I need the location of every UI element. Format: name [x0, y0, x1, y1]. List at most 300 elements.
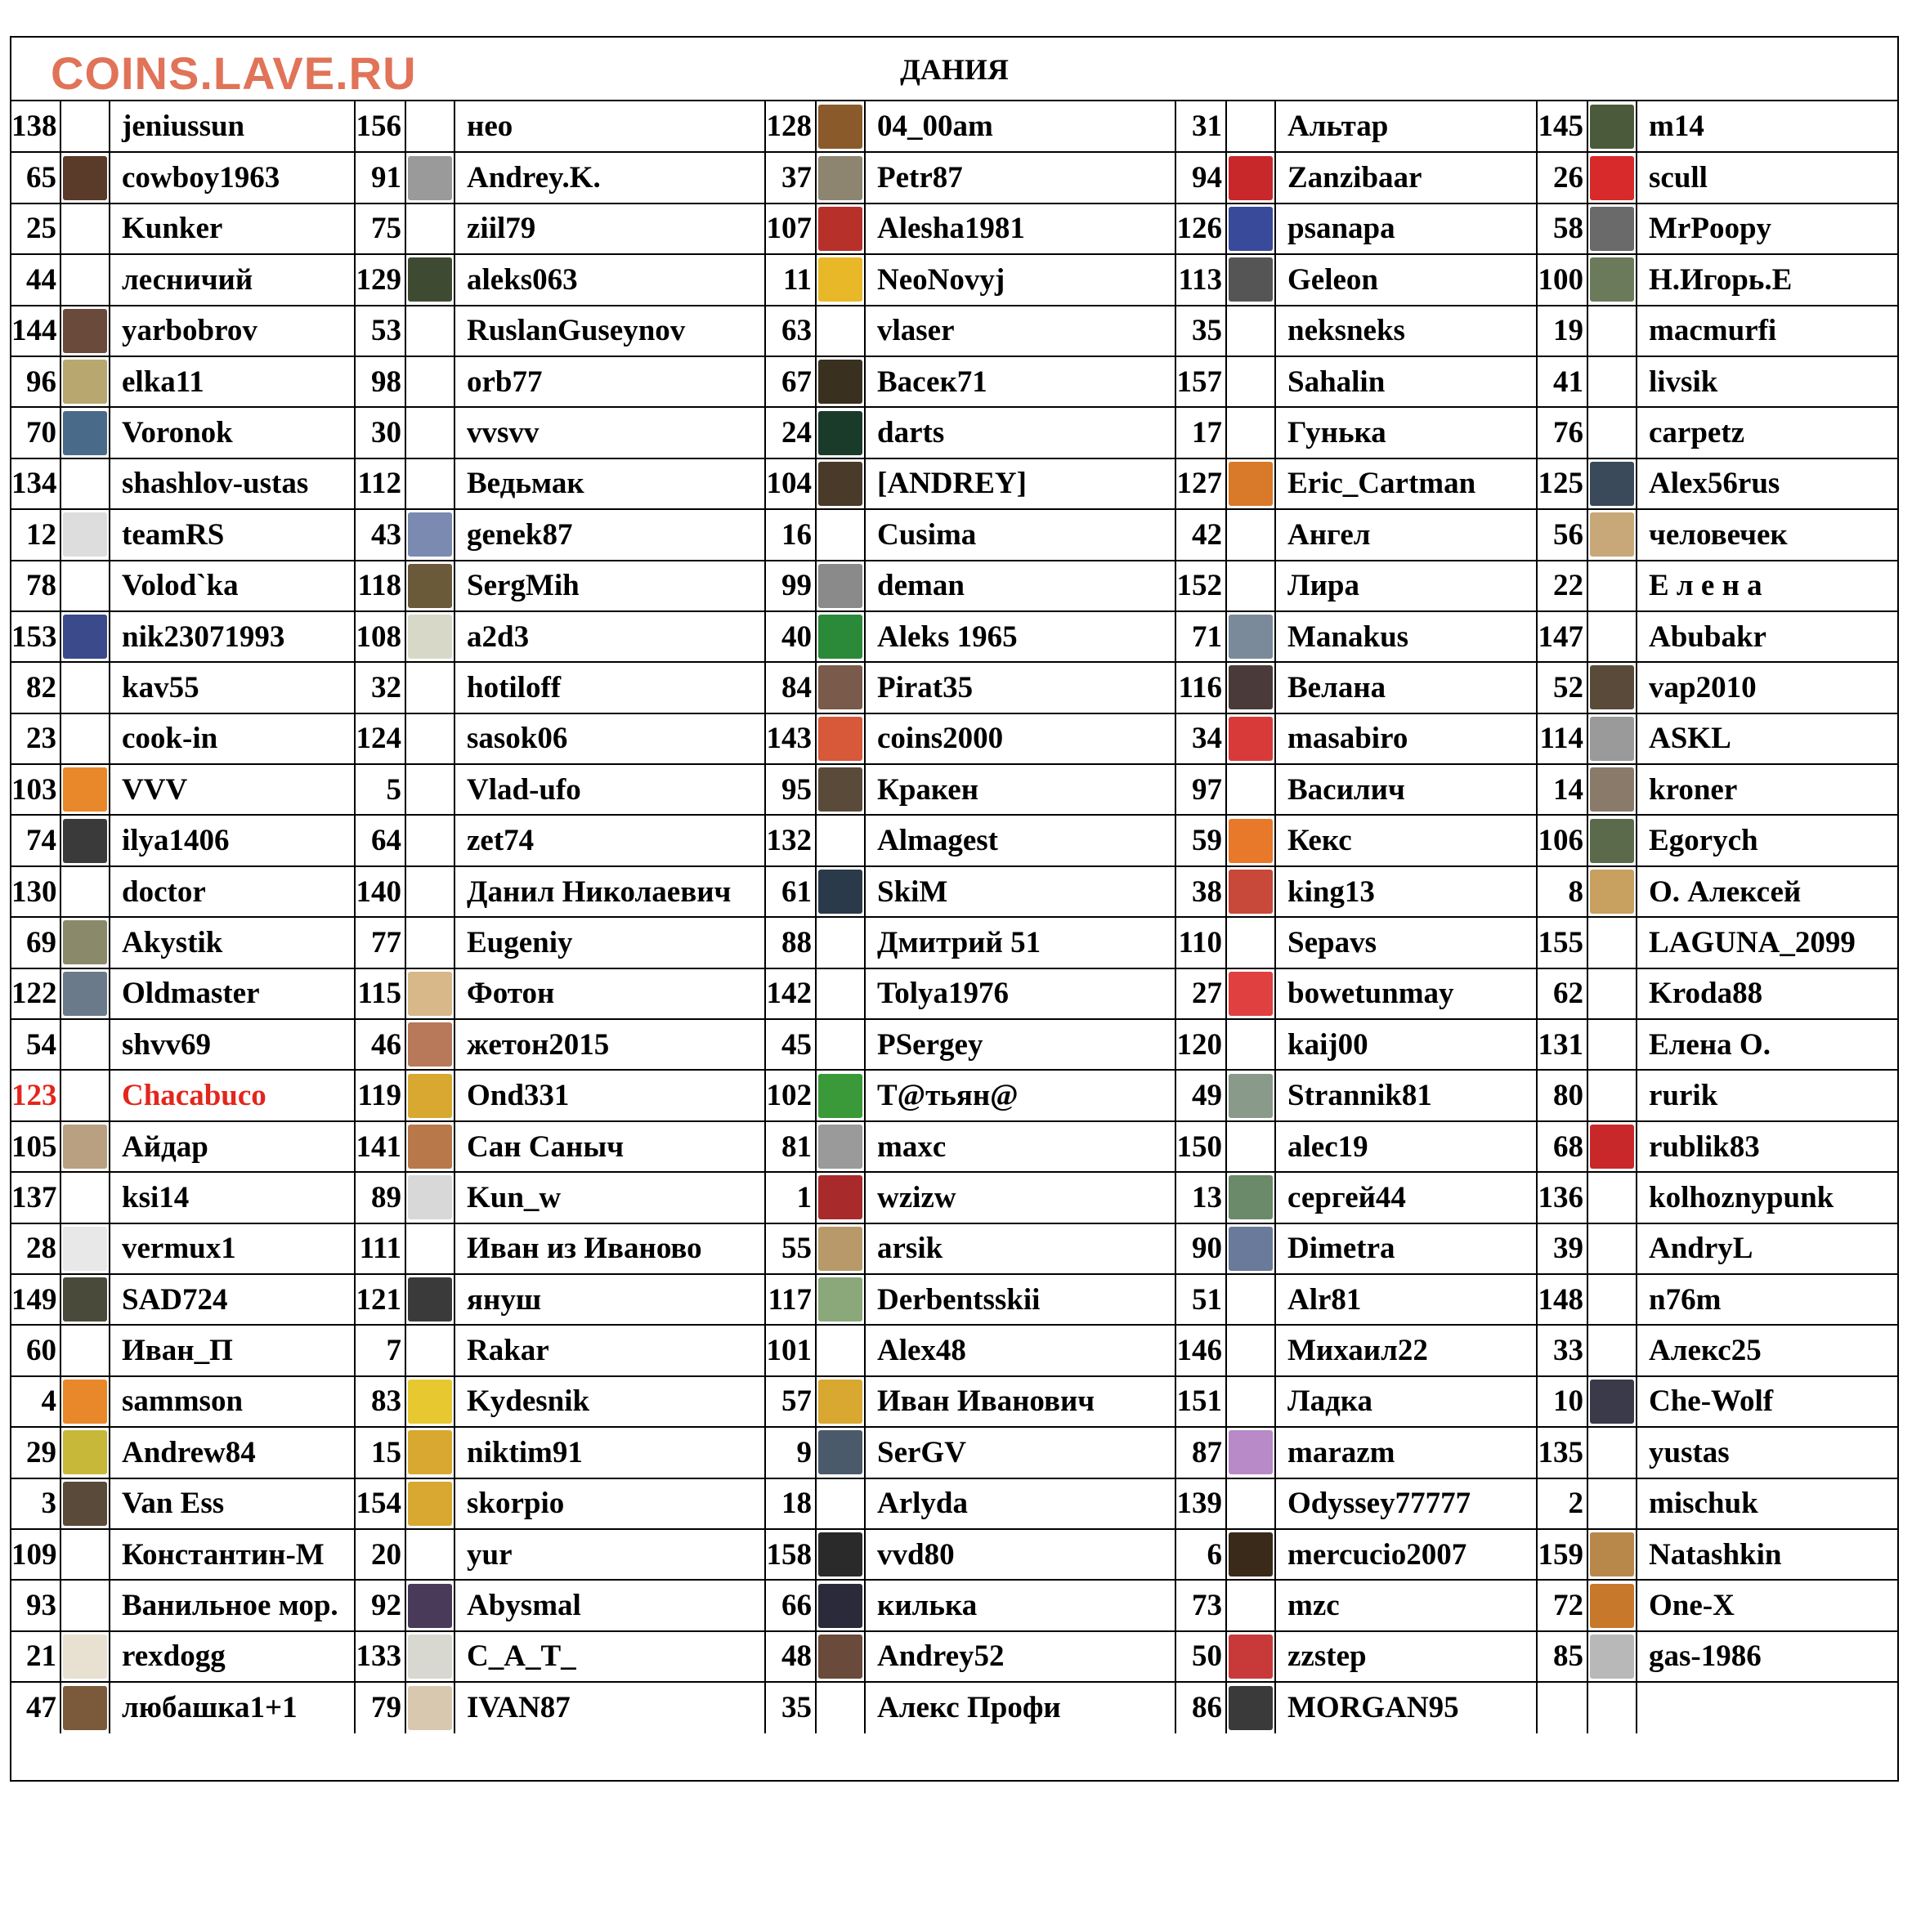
avatar-cell: [816, 101, 865, 152]
avatar-cell: [1587, 815, 1637, 865]
avatar: [1229, 1686, 1273, 1730]
member-name: mischuk: [1637, 1478, 1897, 1529]
avatar: [818, 257, 862, 302]
member-number: 12: [11, 509, 60, 560]
member-number: 42: [1175, 509, 1226, 560]
member-name: ilya1406: [110, 815, 355, 865]
avatar-cell: [1587, 254, 1637, 305]
member-number: 85: [1537, 1631, 1587, 1682]
avatar-cell: [1587, 611, 1637, 662]
table-row: [11, 356, 1897, 407]
avatar-cell: [1587, 1274, 1637, 1325]
avatar-cell: [816, 1580, 865, 1630]
avatar-cell: [60, 1580, 110, 1630]
avatar: [63, 1277, 107, 1322]
member-number: 15: [355, 1427, 405, 1478]
avatar-cell: [405, 1427, 454, 1478]
avatar-cell: [816, 866, 865, 917]
avatar: [63, 615, 107, 659]
member-name: жетон2015: [454, 1019, 765, 1070]
table-row: [11, 561, 1897, 611]
member-name: Eric_Cartman: [1275, 458, 1537, 509]
avatar: [1229, 819, 1273, 863]
member-name: sasok06: [454, 713, 765, 764]
avatar-cell: [405, 203, 454, 254]
member-name: n76m: [1637, 1274, 1897, 1325]
member-number: 30: [355, 407, 405, 458]
avatar-cell: [405, 1631, 454, 1682]
avatar-cell: [1226, 1427, 1275, 1478]
member-number: 113: [1175, 254, 1226, 305]
member-name: livsik: [1637, 356, 1897, 407]
member-name: Abubakr: [1637, 611, 1897, 662]
avatar-cell: [816, 662, 865, 713]
avatar-cell: [816, 1325, 865, 1375]
member-name: king13: [1275, 866, 1537, 917]
member-number: 99: [765, 561, 816, 611]
avatar: [1590, 717, 1634, 761]
avatar: [1590, 1380, 1634, 1424]
avatar-cell: [1587, 1070, 1637, 1120]
member-number: 139: [1175, 1478, 1226, 1529]
avatar: [818, 1584, 862, 1628]
avatar: [63, 411, 107, 455]
member-name: любашка1+1: [110, 1682, 355, 1733]
member-number: 156: [355, 101, 405, 152]
avatar: [1229, 870, 1273, 914]
member-name: SAD724: [110, 1274, 355, 1325]
avatar-cell: [816, 356, 865, 407]
member-number: 68: [1537, 1121, 1587, 1172]
avatar: [818, 1277, 862, 1322]
table-row: [11, 1682, 1897, 1733]
member-number: 83: [355, 1376, 405, 1427]
member-number: 34: [1175, 713, 1226, 764]
table-row: [11, 1223, 1897, 1274]
avatar: [63, 309, 107, 353]
avatar: [1590, 767, 1634, 812]
avatar-cell: [405, 1019, 454, 1070]
member-number: 40: [765, 611, 816, 662]
member-number: 6: [1175, 1529, 1226, 1580]
member-number: 14: [1537, 764, 1587, 815]
avatar-cell: [60, 1529, 110, 1580]
avatar: [1590, 1532, 1634, 1576]
member-number: 9: [765, 1427, 816, 1478]
member-number: 128: [765, 101, 816, 152]
avatar: [818, 1635, 862, 1679]
member-name: Che-Wolf: [1637, 1376, 1897, 1427]
avatar-cell: [816, 1631, 865, 1682]
member-name: SergMih: [454, 561, 765, 611]
member-name: masabiro: [1275, 713, 1537, 764]
avatar-cell: [816, 1019, 865, 1070]
member-name: vvsvv: [454, 407, 765, 458]
member-number: 55: [765, 1223, 816, 1274]
avatar-cell: [816, 306, 865, 356]
member-number: 33: [1537, 1325, 1587, 1375]
member-number: 105: [11, 1121, 60, 1172]
avatar: [408, 972, 452, 1016]
avatar-cell: [1226, 1631, 1275, 1682]
avatar-cell: [816, 203, 865, 254]
site-logo: COINS.LAVE.RU: [51, 47, 417, 99]
avatar-cell: [1226, 1325, 1275, 1375]
member-name: Михаил22: [1275, 1325, 1537, 1375]
member-name: Rakar: [454, 1325, 765, 1375]
avatar-cell: [1587, 356, 1637, 407]
avatar: [1590, 1635, 1634, 1679]
avatar-cell: [816, 509, 865, 560]
avatar-cell: [1226, 356, 1275, 407]
member-number: 43: [355, 509, 405, 560]
member-name: килька: [865, 1580, 1175, 1630]
member-number: 145: [1537, 101, 1587, 152]
member-number: 51: [1175, 1274, 1226, 1325]
avatar: [408, 1022, 452, 1067]
avatar: [63, 767, 107, 812]
avatar-cell: [1226, 203, 1275, 254]
avatar: [1229, 615, 1273, 659]
member-number: 44: [11, 254, 60, 305]
member-number: 110: [1175, 917, 1226, 968]
member-name: сергей44: [1275, 1172, 1537, 1223]
avatar: [408, 615, 452, 659]
member-number: 116: [1175, 662, 1226, 713]
member-name: Елена О.: [1637, 1019, 1897, 1070]
member-number: 81: [765, 1121, 816, 1172]
member-name: Kydesnik: [454, 1376, 765, 1427]
avatar-cell: [816, 561, 865, 611]
avatar-cell: [405, 1121, 454, 1172]
member-number: 95: [765, 764, 816, 815]
avatar-cell: [60, 203, 110, 254]
member-name: elka11: [110, 356, 355, 407]
avatar-cell: [60, 1223, 110, 1274]
member-number: 133: [355, 1631, 405, 1682]
avatar-cell: [60, 662, 110, 713]
member-number: 150: [1175, 1121, 1226, 1172]
table-row: [11, 1172, 1897, 1223]
member-number: 144: [11, 306, 60, 356]
table-row: [11, 764, 1897, 815]
member-name: Данил Николаевич: [454, 866, 765, 917]
member-name: Alex56rus: [1637, 458, 1897, 509]
avatar: [63, 1635, 107, 1679]
avatar-cell: [1587, 152, 1637, 203]
avatar-cell: [816, 1223, 865, 1274]
member-sheet: [10, 36, 1899, 1782]
member-name: C_A_T_: [454, 1631, 765, 1682]
member-number: 146: [1175, 1325, 1226, 1375]
member-number: 61: [765, 866, 816, 917]
member-number: 149: [11, 1274, 60, 1325]
member-number: 2: [1537, 1478, 1587, 1529]
table-row: [11, 203, 1897, 254]
member-name: Фотон: [454, 968, 765, 1019]
avatar-cell: [405, 306, 454, 356]
member-number: 154: [355, 1478, 405, 1529]
avatar-cell: [60, 764, 110, 815]
member-name: zzstep: [1275, 1631, 1537, 1682]
member-number: 22: [1537, 561, 1587, 611]
member-number: 98: [355, 356, 405, 407]
member-name: teamRS: [110, 509, 355, 560]
member-name: Е л е н а: [1637, 561, 1897, 611]
member-number: 115: [355, 968, 405, 1019]
avatar-cell: [405, 1478, 454, 1529]
member-name: Alex48: [865, 1325, 1175, 1375]
member-number: 138: [11, 101, 60, 152]
avatar-cell: [60, 1172, 110, 1223]
avatar: [408, 1430, 452, 1474]
member-name: yarbobrov: [110, 306, 355, 356]
member-name: Voronok: [110, 407, 355, 458]
avatar: [818, 1380, 862, 1424]
member-number: 74: [11, 815, 60, 865]
avatar: [1229, 1227, 1273, 1271]
member-number: 65: [11, 152, 60, 203]
member-number: 120: [1175, 1019, 1226, 1070]
member-name: Odyssey77777: [1275, 1478, 1537, 1529]
avatar: [1590, 156, 1634, 200]
member-number: 106: [1537, 815, 1587, 865]
avatar: [818, 1227, 862, 1271]
member-name: vvd80: [865, 1529, 1175, 1580]
avatar-cell: [405, 1223, 454, 1274]
avatar-cell: [60, 101, 110, 152]
avatar-cell: [1587, 561, 1637, 611]
avatar: [63, 512, 107, 557]
member-name: Arlyda: [865, 1478, 1175, 1529]
member-name: rurik: [1637, 1070, 1897, 1120]
avatar-cell: [1587, 101, 1637, 152]
avatar-cell: [1587, 1019, 1637, 1070]
member-name: yur: [454, 1529, 765, 1580]
avatar: [818, 156, 862, 200]
member-name: bowetunmay: [1275, 968, 1537, 1019]
member-number: 140: [355, 866, 405, 917]
avatar-cell: [60, 968, 110, 1019]
member-number: 10: [1537, 1376, 1587, 1427]
member-name: Zanzibaar: [1275, 152, 1537, 203]
member-name: gas-1986: [1637, 1631, 1897, 1682]
member-name: О. Алексей: [1637, 866, 1897, 917]
avatar-cell: [1226, 1172, 1275, 1223]
avatar: [818, 767, 862, 812]
avatar-cell: [816, 1121, 865, 1172]
member-number: 21: [11, 1631, 60, 1682]
avatar-cell: [60, 611, 110, 662]
avatar-cell: [1226, 509, 1275, 560]
avatar-cell: [60, 1274, 110, 1325]
avatar-cell: [405, 1529, 454, 1580]
member-number: 101: [765, 1325, 816, 1375]
member-name: zet74: [454, 815, 765, 865]
avatar-cell: [816, 1529, 865, 1580]
avatar-cell: [60, 254, 110, 305]
member-number: 52: [1537, 662, 1587, 713]
member-number: 45: [765, 1019, 816, 1070]
avatar-cell: [816, 1274, 865, 1325]
avatar-cell: [405, 815, 454, 865]
member-number: 46: [355, 1019, 405, 1070]
member-number: 91: [355, 152, 405, 203]
member-name: Tolya1976: [865, 968, 1175, 1019]
avatar: [1590, 1125, 1634, 1169]
member-number: 92: [355, 1580, 405, 1630]
avatar-cell: [1587, 1172, 1637, 1223]
member-number: 1: [765, 1172, 816, 1223]
member-name: orb77: [454, 356, 765, 407]
avatar-cell: [60, 509, 110, 560]
table-row: [11, 1478, 1897, 1529]
avatar-cell: [1226, 1376, 1275, 1427]
member-name: Oldmaster: [110, 968, 355, 1019]
avatar-cell: [60, 458, 110, 509]
member-name: macmurfi: [1637, 306, 1897, 356]
member-number: 135: [1537, 1427, 1587, 1478]
avatar: [408, 1380, 452, 1424]
member-number: 132: [765, 815, 816, 865]
avatar: [818, 105, 862, 149]
member-number: 147: [1537, 611, 1587, 662]
avatar-cell: [1587, 1631, 1637, 1682]
member-number: 13: [1175, 1172, 1226, 1223]
member-number: 129: [355, 254, 405, 305]
avatar: [818, 207, 862, 251]
member-number: 108: [355, 611, 405, 662]
avatar-cell: [816, 1172, 865, 1223]
member-number: 127: [1175, 458, 1226, 509]
member-name: Васек71: [865, 356, 1175, 407]
avatar-cell: [816, 1427, 865, 1478]
avatar-cell: [1226, 1682, 1275, 1733]
member-name: vermux1: [110, 1223, 355, 1274]
member-number: 111: [355, 1223, 405, 1274]
member-name: Ond331: [454, 1070, 765, 1120]
avatar-cell: [1587, 662, 1637, 713]
avatar-cell: [816, 764, 865, 815]
avatar-cell: [816, 611, 865, 662]
member-number: 60: [11, 1325, 60, 1375]
member-number: 126: [1175, 203, 1226, 254]
avatar: [1229, 665, 1273, 709]
avatar-cell: [1226, 1478, 1275, 1529]
avatar-cell: [1226, 611, 1275, 662]
member-name: deman: [865, 561, 1175, 611]
avatar-cell: [1226, 1529, 1275, 1580]
member-number: 94: [1175, 152, 1226, 203]
avatar-cell: [405, 1172, 454, 1223]
avatar-cell: [1226, 152, 1275, 203]
member-name: Kroda88: [1637, 968, 1897, 1019]
avatar: [408, 1277, 452, 1322]
avatar-cell: [405, 561, 454, 611]
member-name: Айдар: [110, 1121, 355, 1172]
member-name: kroner: [1637, 764, 1897, 815]
avatar-cell: [1587, 458, 1637, 509]
member-number: 79: [355, 1682, 405, 1733]
avatar-cell: [816, 815, 865, 865]
member-name: Volod`ka: [110, 561, 355, 611]
avatar: [1229, 1635, 1273, 1679]
avatar-cell: [1226, 1274, 1275, 1325]
member-number: 72: [1537, 1580, 1587, 1630]
member-name: vap2010: [1637, 662, 1897, 713]
avatar: [408, 1482, 452, 1526]
avatar-cell: [405, 611, 454, 662]
avatar-cell: [1226, 101, 1275, 152]
avatar-cell: [1587, 509, 1637, 560]
avatar: [408, 257, 452, 302]
member-name: Andrey52: [865, 1631, 1175, 1682]
member-name: Van Ess: [110, 1478, 355, 1529]
member-number: 66: [765, 1580, 816, 1630]
table-row: [11, 866, 1897, 917]
member-name: Иван_П: [110, 1325, 355, 1375]
avatar: [1229, 1532, 1273, 1576]
member-name: PSergey: [865, 1019, 1175, 1070]
member-name: shashlov-ustas: [110, 458, 355, 509]
avatar-cell: [1226, 458, 1275, 509]
member-name: Chacabuco: [110, 1070, 355, 1120]
avatar-cell: [1226, 1223, 1275, 1274]
avatar: [63, 156, 107, 200]
member-name: kav55: [110, 662, 355, 713]
avatar-cell: [1587, 1529, 1637, 1580]
member-name: sammson: [110, 1376, 355, 1427]
member-name: Ангел: [1275, 509, 1537, 560]
member-name: neksneks: [1275, 306, 1537, 356]
avatar-cell: [816, 1376, 865, 1427]
member-name: IVAN87: [454, 1682, 765, 1733]
member-number: 29: [11, 1427, 60, 1478]
avatar-cell: [816, 917, 865, 968]
table-row: [11, 713, 1897, 764]
avatar-cell: [405, 866, 454, 917]
member-name: niktim91: [454, 1427, 765, 1478]
avatar-cell: [816, 1070, 865, 1120]
avatar-cell: [405, 968, 454, 1019]
table-row: [11, 968, 1897, 1019]
avatar-cell: [405, 458, 454, 509]
avatar-cell: [1587, 713, 1637, 764]
member-number: 88: [765, 917, 816, 968]
member-number: 90: [1175, 1223, 1226, 1274]
member-name: kolhoznypunk: [1637, 1172, 1897, 1223]
member-number: 89: [355, 1172, 405, 1223]
member-number: 109: [11, 1529, 60, 1580]
member-number: 39: [1537, 1223, 1587, 1274]
member-name: a2d3: [454, 611, 765, 662]
avatar: [63, 1430, 107, 1474]
member-name: m14: [1637, 101, 1897, 152]
avatar: [1590, 105, 1634, 149]
avatar-cell: [405, 1682, 454, 1733]
avatar: [818, 665, 862, 709]
member-name: cook-in: [110, 713, 355, 764]
members-table: [11, 101, 1897, 1733]
member-number: 5: [355, 764, 405, 815]
member-name: MrPoopy: [1637, 203, 1897, 254]
member-name: Ведьмак: [454, 458, 765, 509]
member-name: rublik83: [1637, 1121, 1897, 1172]
table-row: [11, 1121, 1897, 1172]
member-number: 35: [765, 1682, 816, 1733]
member-number: 84: [765, 662, 816, 713]
member-number: 24: [765, 407, 816, 458]
